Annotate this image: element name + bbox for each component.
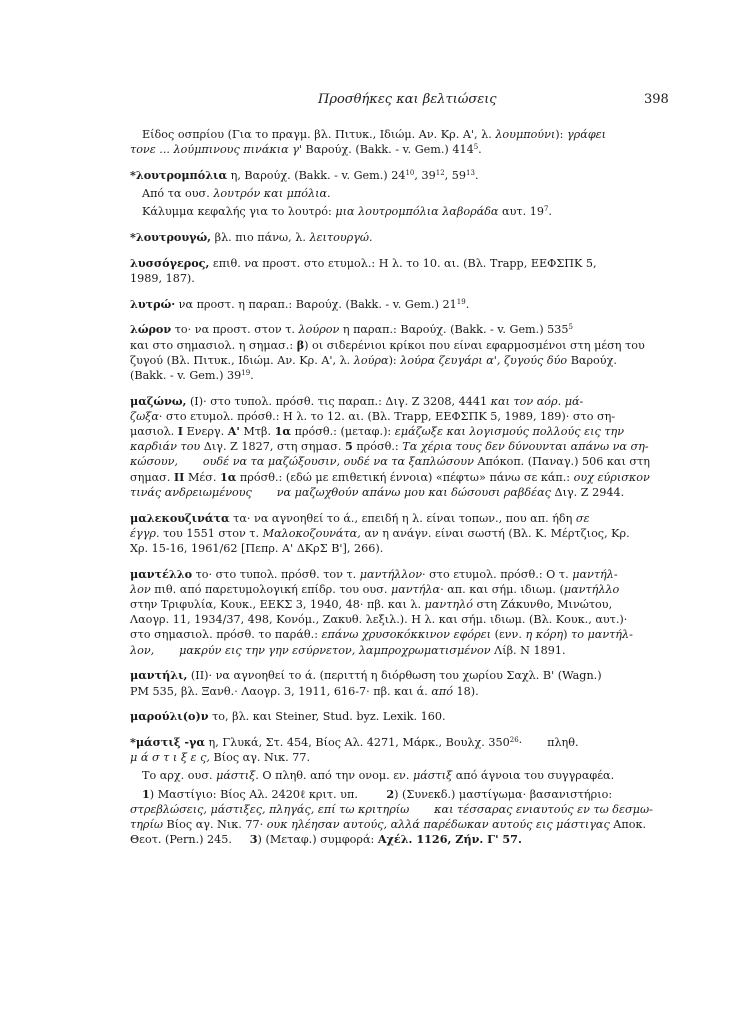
entry-marouli: μαρούλι(ο)ν το, βλ. και Steiner, Stud. byz. Lexik. 160. (130, 709, 446, 724)
page-header (0, 92, 745, 112)
entry-loron: λώρον το· να προστ. στον τ. λούρον η παραπ.: Βαρούχ. (Bakk. - v. Gem.) $535^5$ και στο σημασιολ. η σημασ.: β) οι σιδερένιοι κρίκοι που είναι εφαρμοσμένοι στη μέση του ζυγού (Βλ. Πιτυκ., Ιδιώμ. Αν. Κρ. Α', λ. λούρα): λούρα ζευγάρι α', ζυγούς δύο Βαρούχ. (Bakk. - v. Gem.) $39^{19}$. (130, 322, 645, 382)
headword: μαντέλλο (130, 566, 193, 581)
entry-mastix: *μάστιξ -γα η, Γλυκά, Στ. 454, Βίος Αλ. 4271, Μάρκ., Βουλχ. $350^{26}\cdot$ πληθ. μ ά σ τ ι ξ ε ς, Βίος αγ. Νικ. 77. Το αρχ. ουσ. μάστιξ. Ο πληθ. από την ονομ. εν. μάστιξ από άγνοια του συγγραφέα. 1) Μαστίγιο: Βίος Αλ. 2420ℓ κριτ. υπ. 2) (Συνεκδ.) μαστίγωμα· βασανιστήριο: στρεβλώσεις, μάστιξες, πληγάς, επί τω κριτηρίω και τέσσαρας ενιαυτούς εν τω δεσμω- τηρίω Βίος αγ. Νικ. 77· ουκ ηλέησαν αυτούς, αλλά παρέδωκαν αυτούς εις μάστιγας Αποκ. Θεοτ. (Pern.) 245. 3) (Μεταφ.) συμφορά: Αχέλ. 1126, Ζήν. Γ' 57. (130, 735, 653, 847)
entry-lytro: λυτρώ· να προστ. η παραπ.: Βαρούχ. (Bakk. - v. Gem.) $21^{19}$. (130, 296, 470, 311)
entries-list (130, 127, 665, 858)
headword: λυτρώ· (130, 296, 176, 311)
running-title: Προσθήκες και βελτιώσεις (318, 92, 497, 107)
headword: μαρούλι(ο)ν (130, 709, 209, 724)
headword: μαντήλι, (130, 668, 188, 683)
entry-lyssogeros: λυσσόγερος, επιθ. να προστ. στο ετυμολ.: Η λ. το 10. αι. (Βλ. Trapp, ΕΕΦΣΠΚ 5, 1989, 187). (130, 255, 597, 285)
headword: *λουτρομπόλια (130, 167, 228, 182)
headword: μαλεκουζινάτα (130, 510, 230, 525)
headword: *μάστιξ -γα (130, 735, 205, 749)
headword: λυσσόγερος, (130, 255, 210, 270)
entry-loutrompolia: *λουτρομπόλια η, Βαρούχ. (Bakk. - v. Gem.) $24^{10}$, $39^{12}$, $59^{13}$. Από τα ουσ. λουτρόν και μπόλια. Κάλυμμα κεφαλής για το λουτρό: μια λουτρομπόλια λαβοράδα αυτ. $19^7$. (130, 167, 552, 219)
entry-eidos-osprioy: Είδος οσπρίου (Για το πραγμ. βλ. Πιτυκ., Ιδιώμ. Αν. Κρ. Α', λ. λουμπούνι): γράφει τονε ... λούμπινους πινάκια γ' Βαρούχ. (Bakk. - v. Gem.) $414^5$. (130, 128, 607, 157)
entry-malekouzinata: μαλεκουζινάτα τα· να αγνοηθεί το ά., επειδή η λ. είναι τοπων., που απ. ήδη σε έγγρ. του 1551 στον τ. Μαλοκοζουνάτα, αν η ανάγν. είναι σωστή (Βλ. Κ. Μέρτζιος, Κρ. Χρ. 15-16, 1961/62 [Πεπρ. Α' ΔΚρΣ Β'], 266). (130, 510, 630, 555)
headword: μαζώνω, (130, 393, 187, 408)
entry-mantili: μαντήλι, (ΙΙ)· να αγνοηθεί το ά. (περιττή η διόρθωση του χωρίου Σαχλ. Β' (Wagn.) PM 535, βλ. Ξανθ.· Λαογρ. 3, 1911, 616-7· πβ. και ά. από 18). (130, 668, 602, 698)
page-number: 398 (644, 92, 669, 107)
headword: *λουτρουγώ, (130, 230, 212, 245)
headword: λώρον (130, 322, 172, 337)
entry-mantello: μαντέλλο το· στο τυπολ. πρόσθ. τον τ. μαντήλλον· στο ετυμολ. πρόσθ.: Ο τ. μαντήλ- λον πιθ. από παρετυμολογική επίδρ. του ουσ. μαντήλα· απ. και σήμ. ιδιωμ. (μαντήλλο στην Τριφυλία, Κουκ., ΕΕΚΣ 3, 1940, 48· πβ. και λ. μαντηλό στη Ζάκυνθο, Μινώτου, Λαογρ. 11, 1934/37, 498, Κονόμ., Ζακυθ. λεξιλ.). Η λ. και σήμ. ιδιωμ. (Βλ. Κουκ., αυτ.)· στο σημασιολ. πρόσθ. το παράθ.: επάνω χρυσοκόκκινον εφόρει (ενν. η κόρη) το μαντήλ- λον, μακρύν εις την γην εσύρνετον, λαμπροχρωματισμένον Λίβ. Ν 1891. (130, 566, 633, 657)
entry-mazono: μαζώνω, (Ι)· στο τυπολ. πρόσθ. τις παραπ.: Διγ. Ζ 3208, 4441 και τον αόρ. μά- ζωξα· στο ετυμολ. πρόσθ.: Η λ. το 12. αι. (Βλ. Trapp, ΕΕΦΣΠΚ 5, 1989, 189)· στο ση- μασιολ. Ι Ενεργ. Α' Μτβ. 1α πρόσθ.: (μεταφ.): εμάζωξε και λογισμούς πολλούς εις την καρδιάν του Διγ. Ζ 1827, στη σημασ. 5 πρόσθ.: Τα χέρια τους δεν δύνουνται απάνω να ση- κώσουν, ουδέ να τα μαζώξουσιν, ουδέ να τα ξαπλώσουν Απόκοπ. (Παναγ.) 506 και στη σημασ. ΙΙ Μέσ. 1α πρόσθ.: (εδώ με επιθετική έννοια) «πέφτω» πάνω σε κάπ.: ουχ εύρισκον τινάς ανδρειωμένους να μαζωχθούν απάνω μου και δώσουσι ραβδέας Διγ. Ζ 2944. (130, 393, 650, 499)
entry-loutrougo: *λουτρουγώ, βλ. πιο πάνω, λ. λειτουργώ. (130, 230, 373, 245)
